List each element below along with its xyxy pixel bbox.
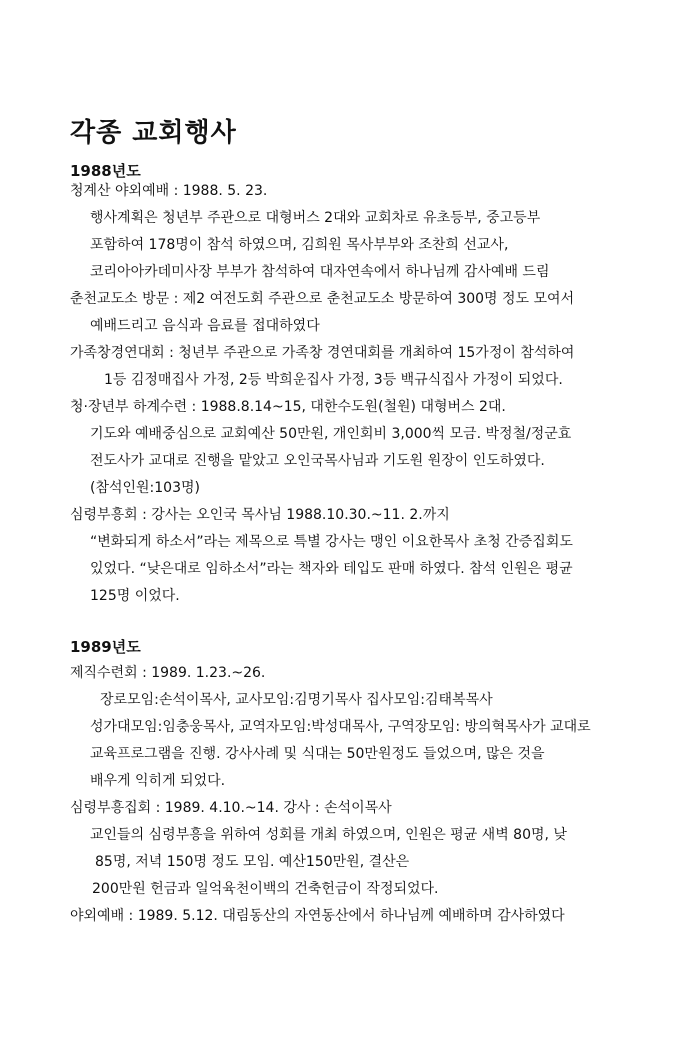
event-line: 장로모임:손석이목사, 교사모임:김명기목사 집사모임:김태복목사 <box>100 692 493 708</box>
event-line: 야외예배 : 1989. 5.12. 대림동산의 자연동산에서 하나님께 예배하며 감사하였다 <box>70 908 565 924</box>
event-line: 심령부흥회 : 강사는 오인국 목사님 1988.10.30.~11. 2.까지 <box>70 507 450 523</box>
event-line: 포함하여 178명이 참석 하였으며, 김희원 목사부부와 조찬희 선교사, <box>90 237 509 253</box>
event-line: 1등 김정매집사 가정, 2등 박희운집사 가정, 3등 백규식집사 가정이 되었다. <box>104 372 563 388</box>
event-line: 행사계획은 청년부 주관으로 대형버스 2대와 교회차로 유초등부, 중고등부 <box>90 210 541 226</box>
event-line: 예배드리고 음식과 음료를 접대하였다 <box>90 318 320 334</box>
page-title: 각종 교회행사 <box>70 118 237 148</box>
event-line: 배우게 익히게 되었다. <box>90 773 226 789</box>
year-heading-1988: 1988년도 <box>70 162 141 180</box>
event-line: “변화되게 하소서”라는 제목으로 특별 강사는 맹인 이요한목사 초청 간증집회도 <box>90 534 573 550</box>
event-line: 가족창경연대회 : 청년부 주관으로 가족창 경연대회를 개최하여 15가정이 참석하여 <box>70 345 575 361</box>
event-line: 200만원 헌금과 일억육천이백의 건축헌금이 작정되었다. <box>92 881 439 897</box>
event-line: 청·장년부 하계수련 : 1988.8.14~15, 대한수도원(철원) 대형버스 2대. <box>70 399 506 415</box>
event-line: 성가대모임:임충웅목사, 교역자모임:박성대목사, 구역장모임: 방의혁목사가 교대로 <box>90 719 591 735</box>
event-line: 제직수련회 : 1989. 1.23.~26. <box>70 665 266 681</box>
event-line: 청계산 야외예배 : 1988. 5. 23. <box>70 183 268 199</box>
event-line: 125명 이었다. <box>90 588 180 604</box>
year-heading-1989: 1989년도 <box>70 638 141 656</box>
event-line: 심령부흥집회 : 1989. 4.10.~14. 강사 : 손석이목사 <box>70 800 392 816</box>
event-line: 춘천교도소 방문 : 제2 여전도회 주관으로 춘천교도소 방문하여 300명 정도 모여서 <box>70 291 575 307</box>
event-line: 교인들의 심령부흥을 위하여 성회를 개최 하였으며, 인원은 평균 새벽 80명, 낮 <box>90 827 567 843</box>
event-line: 코리아아카데미사장 부부가 참석하여 대자연속에서 하나님께 감사예배 드림 <box>90 264 550 280</box>
event-line: (참석인원:103명) <box>90 480 200 496</box>
event-line: 있었다. “낮은대로 임하소서”라는 책자와 테입도 판매 하였다. 참석 인원은 평균 <box>90 561 573 577</box>
event-line: 전도사가 교대로 진행을 맡았고 오인국목사님과 기도원 원장이 인도하였다. <box>90 453 545 469</box>
event-line: 기도와 예배중심으로 교회예산 50만원, 개인회비 3,000씩 모금. 박정철/정군효 <box>90 426 572 442</box>
event-line: 교육프로그램을 진행. 강사사례 및 식대는 50만원정도 들었으며, 많은 것을 <box>90 746 545 762</box>
event-line: 85명, 저녁 150명 정도 모임. 예산150만원, 결산은 <box>95 854 410 870</box>
